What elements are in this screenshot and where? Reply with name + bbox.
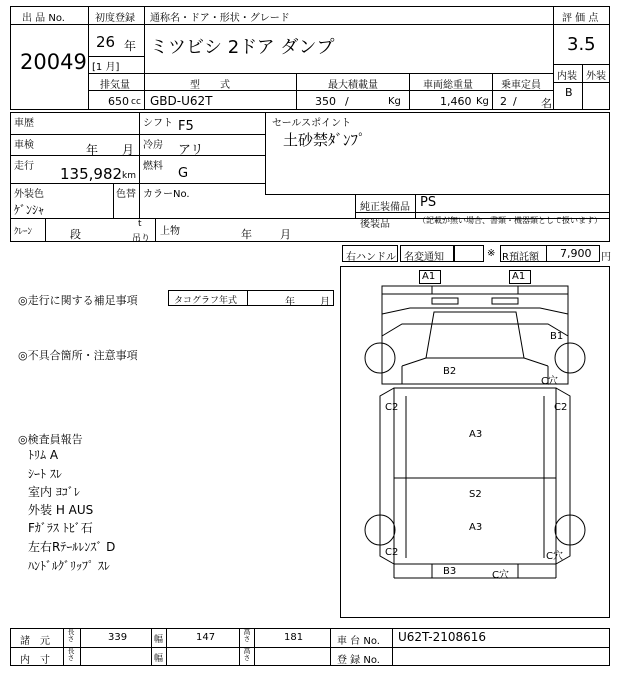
tacho-year: 年	[285, 297, 295, 308]
displacement-label: 排気量	[100, 80, 130, 91]
color-change-label: 色替	[116, 189, 136, 200]
interior-label: 内装	[557, 71, 577, 82]
inspector-item: 左右Rﾃｰﾙﾚﾝｽﾞ D	[28, 540, 116, 554]
ac-label: 冷房	[143, 140, 163, 151]
name-change-label: 名変通知	[404, 252, 444, 263]
lift-year: 年	[241, 228, 252, 241]
ext-color-label: 外装色	[14, 189, 44, 200]
front-bumper	[382, 286, 568, 294]
ac-value: アリ	[178, 143, 204, 158]
inspector-item: ﾊﾝﾄﾞﾙｸﾞﾘｯﾌﾟ ｽﾚ	[28, 559, 110, 573]
dims-label: 諸 元	[20, 636, 50, 647]
mark-c-hole-low: C穴	[546, 551, 563, 562]
tacho-label: タコグラフ年式	[174, 296, 238, 306]
recycle-mark: ※	[487, 248, 496, 259]
mark-b1: B1	[550, 331, 564, 342]
inspection-label: 車検	[14, 140, 34, 151]
mark-b2: B2	[443, 366, 457, 377]
mark-a3-top: A3	[469, 429, 483, 440]
gross-value: 1,460	[440, 95, 472, 108]
mark-c-hole-bottom: C穴	[492, 570, 509, 581]
selling-point-value: 土砂禁ﾀﾞﾝﾌﾟ	[283, 131, 366, 149]
wheel-front-left	[365, 343, 395, 373]
first-reg-label: 初度登録	[95, 13, 135, 24]
chassis-value: U62T-2108616	[398, 630, 487, 644]
car-name: ミツビシ 2ドア ダンプ	[150, 37, 335, 58]
width-value: 147	[196, 632, 216, 643]
mark-b3: B3	[443, 566, 457, 577]
mark-a1-left: A1	[422, 271, 436, 282]
first-reg-year: 26	[96, 33, 116, 51]
aftermarket-label: 後装品	[360, 219, 390, 230]
length-label: 長さ	[67, 628, 75, 642]
mark-a3-bottom: A3	[469, 522, 483, 533]
inspector-item: ﾄﾘﾑ A	[28, 448, 59, 462]
defects-title: ◎不具合箇所・注意事項	[18, 349, 138, 362]
r-deposit-label: R預託額	[502, 252, 539, 263]
load-value: 350	[315, 95, 336, 108]
crane-stage: 段	[70, 228, 81, 241]
displacement: 650	[108, 95, 129, 108]
interior-dims-label: 内 寸	[20, 655, 50, 666]
interior-grade: B	[565, 86, 573, 99]
mark-c-hole-top: C穴	[541, 376, 558, 387]
crane-label: ｸﾚｰﾝ	[14, 227, 33, 237]
driving-notes-title: ◎走行に関する補足事項	[18, 294, 138, 307]
options-value: PS	[420, 195, 437, 210]
capacity-label: 乗車定員	[501, 80, 541, 91]
width-label-2: 幅	[154, 654, 164, 664]
inspector-item: ｼｰﾄ ｽﾚ	[28, 467, 62, 481]
inspection-month-unit: 月	[122, 143, 135, 157]
name-change-check	[454, 245, 484, 262]
truck-diagram	[340, 266, 610, 618]
hoist-t: t	[138, 219, 142, 229]
mileage-km: km	[122, 171, 136, 181]
hoist-label: 吊り	[132, 234, 151, 244]
color-no-label: カラーNo.	[143, 189, 190, 200]
windshield	[426, 312, 524, 358]
load-label: 最大積載量	[328, 80, 378, 91]
tacho-month: 月	[320, 297, 330, 308]
mileage-label: 走行	[14, 161, 34, 172]
capacity-slash: /	[513, 95, 517, 108]
mark-s2: S2	[469, 489, 482, 500]
options-label: 純正装備品	[360, 202, 410, 213]
selling-point-label: セールスポイント	[272, 118, 352, 129]
ext-color-value: ｹﾞﾝｼｬ	[14, 203, 45, 217]
gross-kg: Kg	[476, 96, 489, 107]
width-label: 幅	[154, 635, 164, 645]
length-label-2: 長さ	[67, 647, 75, 661]
load-slash: /	[345, 95, 349, 108]
lift-month: 月	[280, 228, 291, 241]
gross-label: 車両総重量	[423, 80, 473, 91]
mileage-value: 135,982	[60, 165, 123, 183]
fuel-value: G	[178, 166, 189, 181]
reg-label: 登 録 No.	[337, 655, 380, 666]
load-kg: Kg	[388, 96, 401, 107]
inspection-year-unit: 年	[86, 143, 99, 157]
wheel-front-right	[555, 343, 585, 373]
shift-label: シフト	[143, 118, 173, 129]
name-label: 通称名・ドア・形状・グレード	[150, 13, 290, 24]
inspector-title: ◎検査員報告	[18, 433, 83, 446]
mark-a1-right: A1	[512, 271, 526, 282]
length-value: 339	[108, 632, 128, 643]
lift-label: 上物	[160, 226, 180, 237]
capacity-unit: 名	[541, 97, 552, 110]
mark-c2-right-mid: C2	[554, 402, 568, 413]
mark-c2-left-mid: C2	[385, 402, 399, 413]
year-unit: 年	[124, 39, 137, 53]
rhd-label: 右ハンドル	[346, 252, 396, 263]
inspector-item: 室内 ﾖｺﾞﾚ	[28, 485, 80, 499]
cc-unit: cc	[131, 97, 141, 107]
score-label: 評 価 点	[562, 13, 599, 24]
lot-label: 出 品 No.	[22, 13, 65, 24]
dump-bed	[394, 388, 556, 564]
aftermarket-note: （記載が無い場合、書類・機器類として扱います）	[418, 216, 602, 225]
lot-number: 20049	[20, 50, 87, 74]
model-code: GBD-U62T	[150, 94, 213, 108]
exterior-label: 外装	[586, 71, 606, 82]
r-deposit-value: 7,900	[560, 247, 592, 260]
history-label: 車歴	[14, 118, 34, 129]
shift-value: F5	[178, 119, 194, 134]
first-reg-month: [1 月]	[92, 62, 120, 73]
fuel-label: 燃料	[143, 161, 163, 172]
height-label-2: 高さ	[243, 647, 251, 661]
capacity-value: 2	[500, 95, 507, 108]
height-label: 高さ	[243, 628, 251, 642]
inspector-item: Fｶﾞﾗｽ ﾄﾋﾞ石	[28, 521, 93, 535]
yen-unit: 円	[601, 252, 611, 263]
chassis-label: 車 台 No.	[337, 636, 380, 647]
mark-c2-left-low: C2	[385, 547, 399, 558]
model-label: 型 式	[190, 80, 230, 91]
score-value: 3.5	[567, 34, 596, 55]
height-value: 181	[284, 632, 304, 643]
inspector-item: 外装 H AUS	[28, 503, 94, 517]
